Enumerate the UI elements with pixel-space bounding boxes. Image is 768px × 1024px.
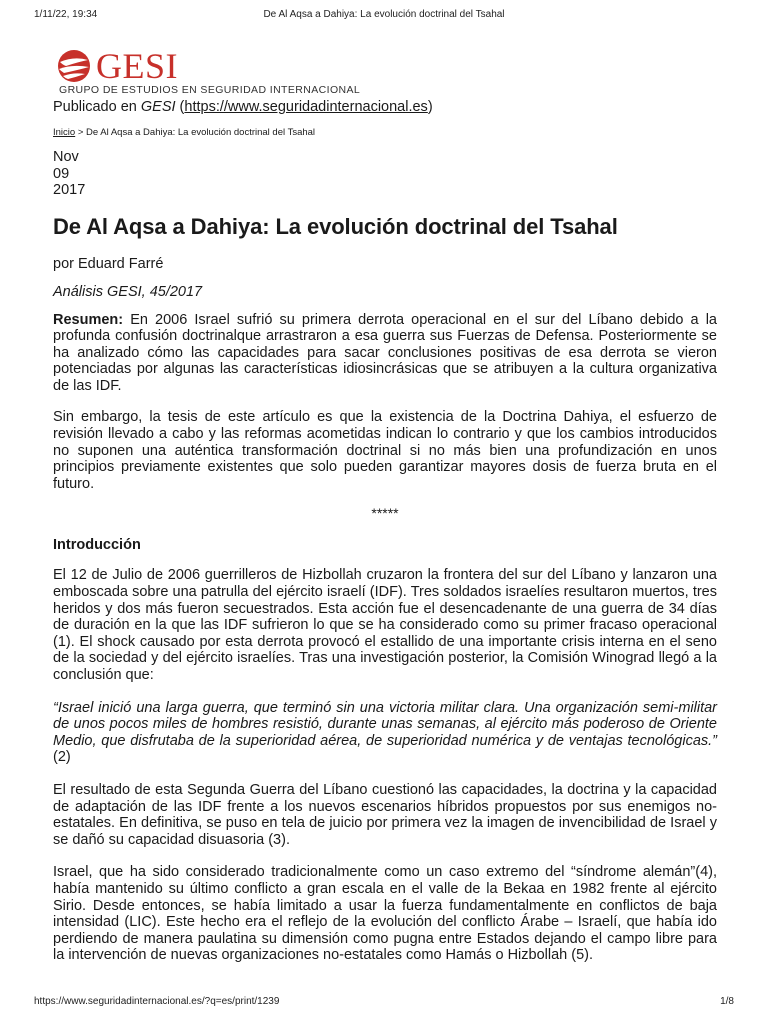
quote-text: “Israel inició una larga guerra, que terminó sin una victoria militar clara. Una organización semi-militar de unos pocos miles de hombres resistió, durante unas semanas, al ejército más poderoso de Oriente Medio, que disfrutaba de la superioridad aérea, de superioridad numérica y de ventajas tecnológicas.” [53, 699, 717, 749]
print-date: 1/11/22, 19:34 [34, 9, 98, 20]
published-prefix: Publicado en [53, 99, 141, 115]
summary-label: Resumen: [53, 311, 124, 328]
published-open: ( [175, 99, 185, 115]
print-url: https://www.seguridadinternacional.es/?q=es/print/1239 [34, 996, 280, 1007]
breadcrumb-current: De Al Aqsa a Dahiya: La evolución doctrinal del Tsahal [86, 127, 316, 138]
article-content [53, 97, 717, 964]
intro-paragraph-2: El resultado de esta Segunda Guerra del Líbano cuestionó las capacidades, la doctrina y la capacidad de adaptación de las IDF frente a los nuevos escenarios híbridos propuestos por sus enemigos no-estatales. En definitiva, se puso en tela de juicio por primera vez la imagen de invencibilidad de Israel y se dañó su capacidad disuasoria (3). [53, 781, 717, 848]
intro-paragraph-1: El 12 de Julio de 2006 guerrilleros de Hizbollah cruzaron la frontera del sur del Líbano y lanzaron una emboscada sobre una patrulla del ejército israelí (IDF). Tres soldados israelíes resultaron muertos, tres heridos y dos más fueron secuestrados. Esta acción fue el desencadenante de una guerra de 34 días de duración en la que las IDF sufrieron lo que se ha considerado como su primer fracaso operacional (1). El shock causado por esta derrota provocó el estallido de una importante crisis interna en el seno de la sociedad y del ejército israelíes. Tras una investigación posterior, la Comisión Winograd llegó a la conclusión que: [53, 567, 717, 683]
site-link[interactable]: https://www.seguridadinternacional.es [184, 99, 428, 115]
date-month: Nov [53, 149, 79, 165]
published-close: ) [427, 99, 433, 115]
post-date [53, 149, 717, 199]
article-series: Análisis GESI, 45/2017 [53, 283, 203, 300]
date-day: 09 [53, 165, 70, 182]
logo-subtitle: GRUPO DE ESTUDIOS EN SEGURIDAD INTERNACIONAL [59, 84, 361, 96]
article-title: De Al Aqsa a Dahiya: La evolución doctrinal del Tsahal [53, 213, 618, 239]
winograd-quote [53, 700, 717, 766]
summary-paragraph [53, 312, 717, 395]
intro-paragraph-3: Israel, que ha sido considerado tradicionalmente como un caso extremo del “síndrome alemán”(4), había mantenido su último conflicto a gran escala en el valle de la Bekaa en 1982 frente al ejército Sirio. Desde entonces, se había limitado a usar la fuerza fundamentalmente en conflictos de baja intensidad (LIC). Este hecho era el reflejo de la evolución del conflicto Árabe – Israelí, que había ido perdiendo de manera paulatina su dimensión como pugna entre Estados dejando el campo libre para la intervención de nuevas organizaciones no-estatales como Hamás o Hizbollah (5). [53, 864, 717, 964]
published-site: GESI [140, 99, 176, 115]
intro-heading: Introducción [53, 537, 141, 554]
breadcrumb-separator: > [75, 127, 87, 138]
print-title: De Al Aqsa a Dahiya: La evolución doctrinal del Tsahal [263, 9, 505, 20]
published-line [53, 97, 717, 117]
thesis-paragraph: Sin embargo, la tesis de este artículo es que la existencia de la Doctrina Dahiya, el esfuerzo de revisión llevado a cabo y las reformas acometidas indican lo contrario y que los cambios introducidos no suponen una auténtica transformación doctrinal si no más bien una profundización en unos principios previamente existentes que solo pueden garantizar mayores dosis de fuerza bruta en el futuro. [53, 409, 717, 492]
gesi-globe-icon [56, 48, 92, 84]
gesi-logo[interactable] [56, 48, 366, 98]
article-author: por Eduard Farré [53, 255, 164, 272]
date-year: 2017 [53, 182, 86, 198]
page-number: 1/8 [720, 996, 734, 1007]
summary-text: En 2006 Israel sufrió su primera derrota operacional en el sur del Líbano debido a la profunda confusión doctrinalque arrastraron a esa guerra sus Fuerzas de Defensa. Posteriormente se ha analizado cómo las capacidades para sacar conclusiones positivas de esa derrota se vieron potenciadas por algunas las características idiosincrásicas que se atribuyen a la cultura organizativa de las IDF. [53, 311, 717, 394]
breadcrumb [53, 126, 717, 140]
quote-ref: (2) [53, 749, 71, 766]
section-separator: ***** [371, 505, 399, 522]
logo-wordmark: GESI [96, 46, 178, 86]
breadcrumb-home-link[interactable]: Inicio [53, 127, 76, 138]
